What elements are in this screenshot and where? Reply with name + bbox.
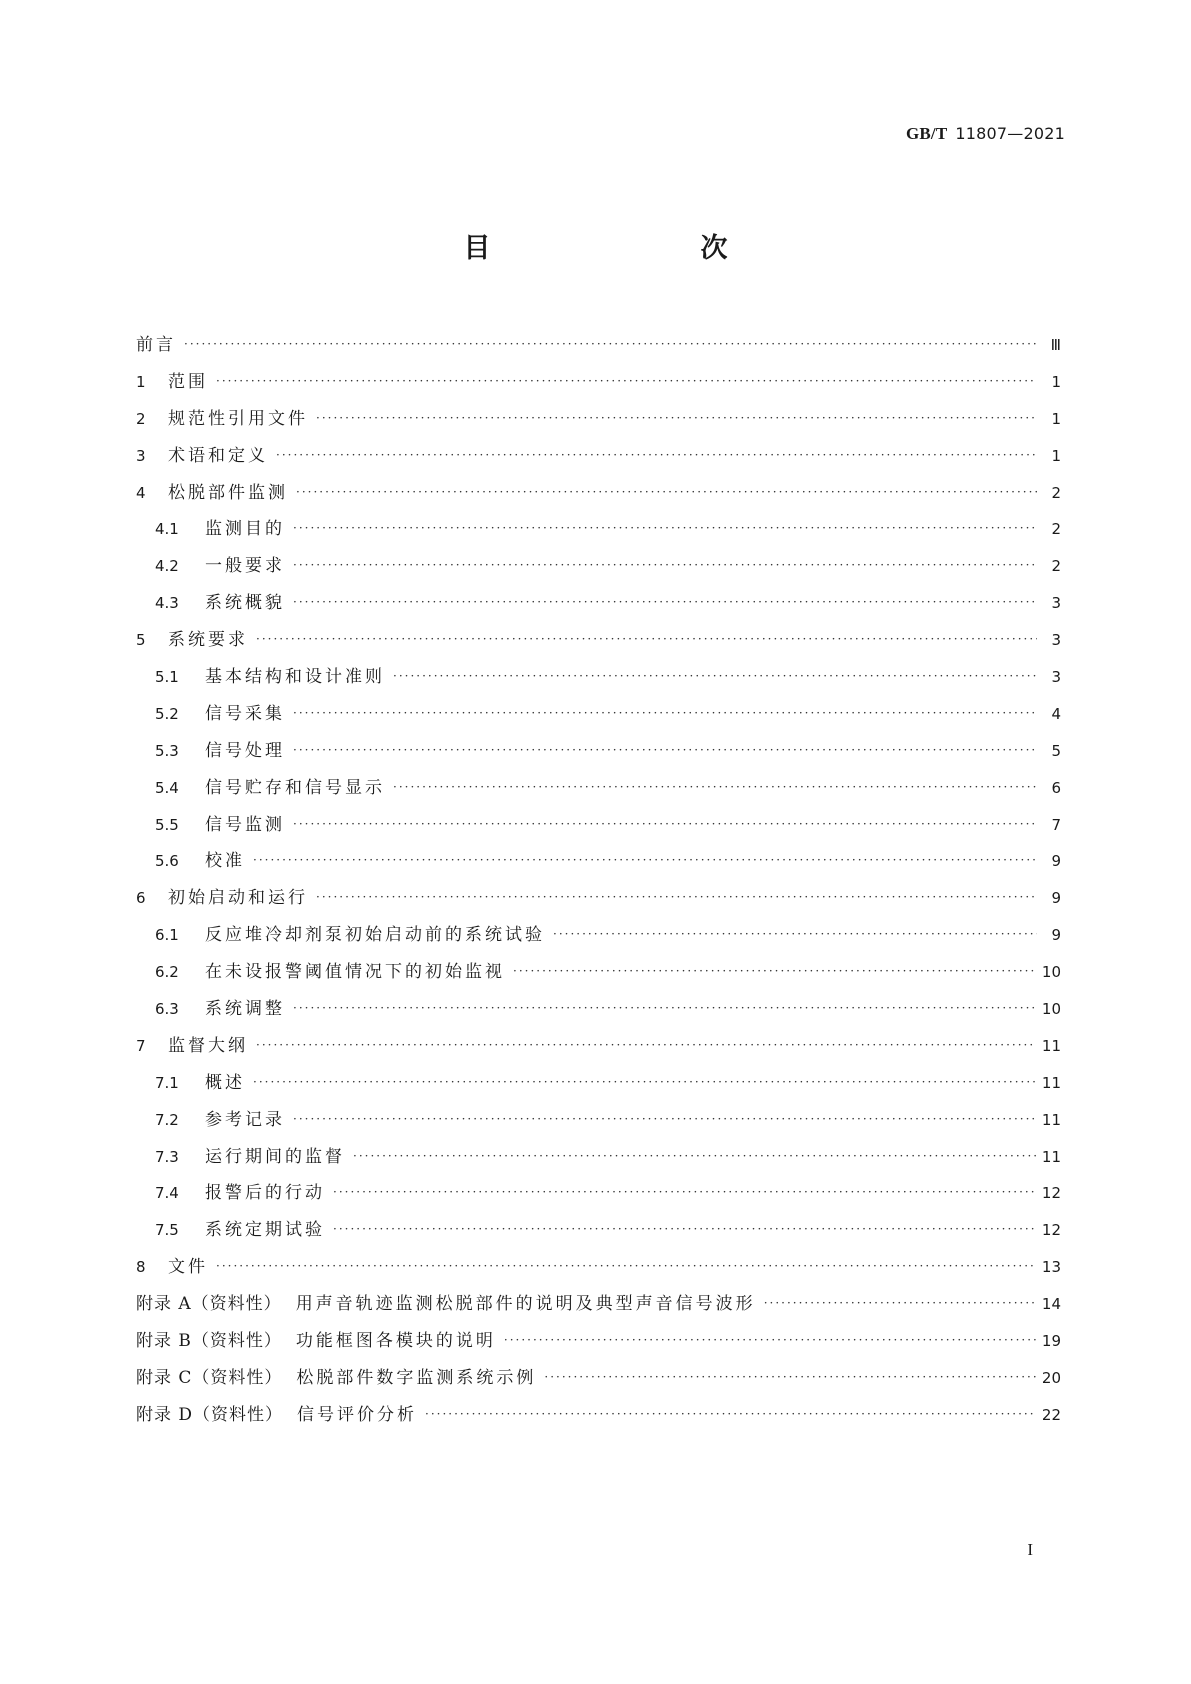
toc-entry[interactable] <box>136 1175 1061 1212</box>
toc-entry-label: 术语和定义 <box>168 445 268 466</box>
toc-entry-number: 5.1 <box>155 668 179 687</box>
standard-number: 11807—2021 <box>955 124 1065 143</box>
toc-dot-leader <box>353 1150 1036 1162</box>
toc-page-number: 13 <box>1041 1258 1061 1277</box>
toc-entry[interactable] <box>136 1323 1061 1360</box>
page-number: I <box>1027 1540 1033 1559</box>
toc-entry-number: 5.3 <box>155 741 179 760</box>
toc-entry-number: 1 <box>136 372 146 391</box>
toc-entry[interactable] <box>136 733 1061 770</box>
toc-entry[interactable] <box>136 880 1061 917</box>
toc-dot-leader <box>316 891 1037 903</box>
toc-entry-label: 松脱部件监测 <box>168 482 288 503</box>
toc-page-number: 10 <box>1041 963 1061 982</box>
toc-page-number: 9 <box>1051 852 1061 871</box>
toc-appendix-prefix: 附录 D（资料性） <box>136 1404 284 1425</box>
toc-page-number: 20 <box>1041 1368 1061 1387</box>
toc-entry-number: 5.6 <box>155 852 179 871</box>
toc-entry-number: 6.2 <box>155 963 179 982</box>
toc-page-number: 5 <box>1051 741 1061 760</box>
toc-entry-number: 4.2 <box>155 557 179 576</box>
toc-entry-number: 6 <box>136 889 146 908</box>
toc-dot-leader <box>293 1002 1036 1014</box>
toc-page-number: 11 <box>1041 1073 1061 1092</box>
toc-dot-leader <box>253 854 1037 866</box>
toc-page-number: 1 <box>1051 372 1061 391</box>
toc-page-number: 12 <box>1041 1184 1061 1203</box>
toc-entry-label: 监督大纲 <box>168 1035 248 1056</box>
toc-entry[interactable] <box>136 585 1061 622</box>
toc-entry[interactable] <box>136 696 1061 733</box>
toc-entry[interactable] <box>136 917 1061 954</box>
toc-appendix-prefix: 附录 C（资料性） <box>136 1367 283 1388</box>
toc-entry[interactable] <box>136 770 1061 807</box>
toc-dot-leader <box>333 1223 1036 1235</box>
toc-page-number: 14 <box>1041 1295 1061 1314</box>
toc-entry-label: 系统定期试验 <box>205 1220 325 1241</box>
toc-entry-label: 反应堆冷却剂泵初始启动前的系统试验 <box>205 925 545 946</box>
toc-page-number: 2 <box>1051 557 1061 576</box>
toc-entry[interactable] <box>136 475 1061 512</box>
toc-entry-number: 7 <box>136 1036 146 1055</box>
toc-page-number: 10 <box>1041 1000 1061 1019</box>
toc-entry[interactable] <box>136 401 1061 438</box>
toc-entry-number: 6.3 <box>155 1000 179 1019</box>
toc-page-number: 2 <box>1051 483 1061 502</box>
toc-page-number: 1 <box>1051 409 1061 428</box>
page-title: 目 次 <box>463 233 780 264</box>
toc-page-number: 9 <box>1051 889 1061 908</box>
toc-entry-number: 4.3 <box>155 594 179 613</box>
toc-entry-label: 报警后的行动 <box>205 1183 325 1204</box>
toc-page-number: 11 <box>1041 1036 1061 1055</box>
toc-dot-leader <box>293 522 1037 534</box>
toc-entry-number: 5 <box>136 631 146 650</box>
toc-dot-leader <box>253 1076 1036 1088</box>
toc-entry[interactable] <box>136 438 1061 475</box>
toc-dot-leader <box>316 412 1037 424</box>
toc-entry-label: 系统调整 <box>205 999 285 1020</box>
toc-entry[interactable] <box>136 954 1061 991</box>
toc-dot-leader <box>293 559 1037 571</box>
standard-code <box>906 124 1065 144</box>
toc-entry-label: 一般要求 <box>205 556 285 577</box>
toc-page-number: 11 <box>1041 1110 1061 1129</box>
toc-appendix-prefix: 附录 B（资料性） <box>136 1331 282 1352</box>
toc-entry-label: 监测目的 <box>205 519 285 540</box>
toc-dot-leader <box>256 1039 1036 1051</box>
toc-dot-leader <box>544 1371 1035 1383</box>
toc-dot-leader <box>293 818 1037 830</box>
toc-page-number: 1 <box>1051 446 1061 465</box>
toc-dot-leader <box>764 1297 1036 1309</box>
toc-dot-leader <box>333 1186 1036 1198</box>
toc-entry[interactable] <box>136 1286 1061 1323</box>
toc-entry[interactable] <box>136 807 1061 844</box>
toc-entry-label: 系统要求 <box>168 630 248 651</box>
toc-dot-leader <box>216 1260 1036 1272</box>
toc-entry[interactable] <box>136 548 1061 585</box>
toc-page-number: 7 <box>1051 815 1061 834</box>
toc-dot-leader <box>393 670 1037 682</box>
toc-page-number: 19 <box>1041 1332 1061 1351</box>
toc-entry-label: 运行期间的监督 <box>205 1146 345 1167</box>
toc-entry-label: 系统概貌 <box>205 593 285 614</box>
toc-page-number: 3 <box>1051 631 1061 650</box>
toc-dot-leader <box>216 375 1037 387</box>
toc-entry[interactable] <box>136 1065 1061 1102</box>
toc-entry-label: 信号采集 <box>205 703 285 724</box>
toc-entry-number: 5.4 <box>155 778 179 797</box>
toc-dot-leader <box>184 338 1037 350</box>
toc-entry[interactable] <box>136 1212 1061 1249</box>
toc-page-number: 12 <box>1041 1221 1061 1240</box>
toc-entry-number: 8 <box>136 1258 146 1277</box>
toc-entry[interactable] <box>136 1102 1061 1139</box>
toc-entry-label: 初始启动和运行 <box>168 888 308 909</box>
toc-page-number: 22 <box>1041 1405 1061 1424</box>
toc-entry-label: 用声音轨迹监测松脱部件的说明及典型声音信号波形 <box>295 1294 756 1315</box>
toc-entry-label: 基本结构和设计准则 <box>205 667 385 688</box>
toc-entry-label: 信号处理 <box>205 740 285 761</box>
toc-entry-number: 7.1 <box>155 1073 179 1092</box>
toc-entry[interactable] <box>136 1028 1061 1065</box>
toc-entry-label: 文件 <box>168 1257 208 1278</box>
toc-entry-number: 7.4 <box>155 1184 179 1203</box>
toc-entry-label: 前言 <box>136 335 176 355</box>
toc-dot-leader <box>293 1113 1036 1125</box>
toc-entry-label: 参考记录 <box>205 1109 285 1130</box>
toc-page-number: 9 <box>1051 926 1061 945</box>
toc-page-number: 3 <box>1051 668 1061 687</box>
toc-entry-label: 规范性引用文件 <box>168 408 308 429</box>
toc-dot-leader <box>504 1334 1036 1346</box>
toc-entry[interactable] <box>136 1249 1061 1286</box>
toc-entry[interactable] <box>136 843 1061 880</box>
toc-entry[interactable] <box>136 364 1061 401</box>
toc-entry-label: 范围 <box>168 371 208 392</box>
toc-entry-label: 信号贮存和信号显示 <box>205 777 385 798</box>
toc-dot-leader <box>513 965 1036 977</box>
toc-page-number: 4 <box>1051 704 1061 723</box>
toc-entry-number: 2 <box>136 409 146 428</box>
toc-entry-number: 3 <box>136 446 146 465</box>
toc-page-number: 6 <box>1051 778 1061 797</box>
toc-entry[interactable] <box>136 991 1061 1028</box>
toc-entry[interactable] <box>136 622 1061 659</box>
toc-entry-label: 概述 <box>205 1072 245 1093</box>
toc-entry-label: 信号评价分析 <box>297 1404 418 1425</box>
toc-dot-leader <box>296 486 1037 498</box>
toc-dot-leader <box>293 596 1037 608</box>
toc-dot-leader <box>425 1408 1036 1420</box>
toc-entry-number: 4.1 <box>155 520 179 539</box>
toc-dot-leader <box>256 633 1037 645</box>
toc-dot-leader <box>293 744 1037 756</box>
toc-page-number: Ⅲ <box>1050 336 1061 354</box>
toc-entry-number: 4 <box>136 483 146 502</box>
toc-dot-leader <box>276 449 1037 461</box>
toc-page-number: 3 <box>1051 594 1061 613</box>
toc-dot-leader <box>293 707 1037 719</box>
toc-entry-label: 松脱部件数字监测系统示例 <box>296 1367 537 1388</box>
toc-entry-number: 5.5 <box>155 815 179 834</box>
toc-entry-label: 信号监测 <box>205 814 285 835</box>
toc-entry-label: 校准 <box>205 851 245 872</box>
toc-entry-number: 5.2 <box>155 704 179 723</box>
toc-entry-label: 功能框图各模块的说明 <box>295 1331 496 1352</box>
toc-appendix-prefix: 附录 A（资料性） <box>136 1294 282 1315</box>
toc-entry[interactable] <box>136 659 1061 696</box>
toc-entry[interactable] <box>136 511 1061 548</box>
toc-dot-leader <box>553 928 1037 940</box>
toc-dot-leader <box>393 781 1037 793</box>
toc-entry-number: 7.3 <box>155 1147 179 1166</box>
toc-page-number: 2 <box>1051 520 1061 539</box>
toc-entry[interactable] <box>136 1139 1061 1176</box>
standard-prefix: GB/T <box>905 124 948 143</box>
toc-entry-label: 在未设报警阈值情况下的初始监视 <box>205 962 505 983</box>
toc-entry[interactable] <box>136 1397 1061 1434</box>
toc-page-number: 11 <box>1041 1147 1061 1166</box>
table-of-contents <box>136 327 1061 1434</box>
toc-entry-number: 6.1 <box>155 926 179 945</box>
toc-entry-number: 7.2 <box>155 1110 179 1129</box>
toc-entry-number: 7.5 <box>155 1221 179 1240</box>
toc-entry[interactable] <box>136 327 1061 364</box>
toc-entry[interactable] <box>136 1360 1061 1397</box>
